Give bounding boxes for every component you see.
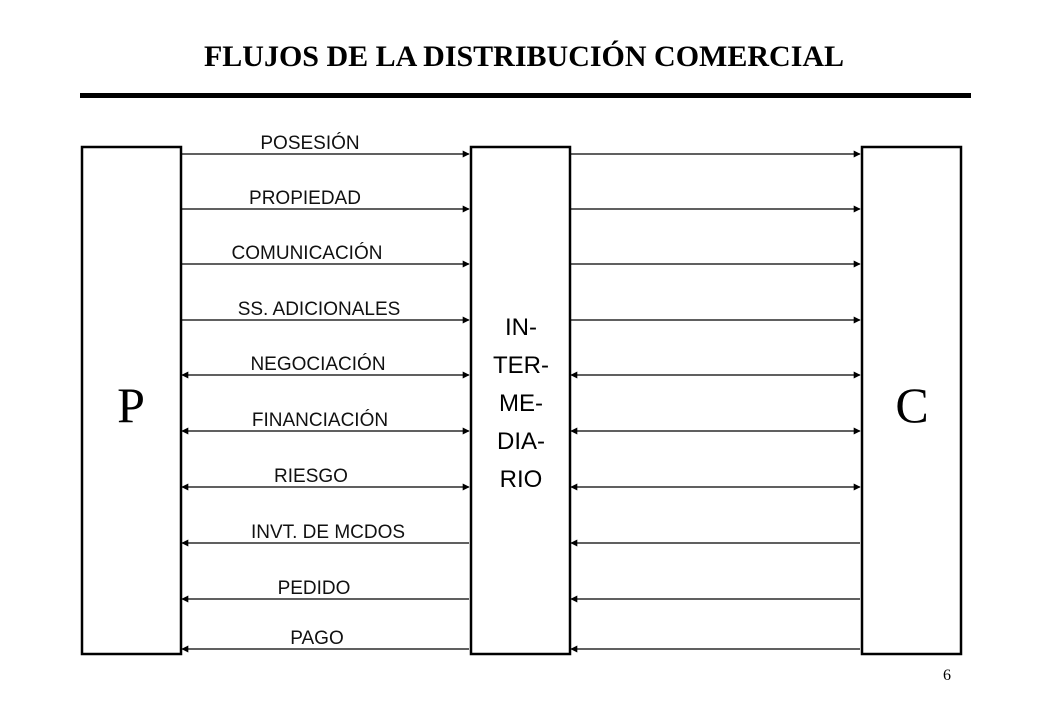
flow-label: NEGOCIACIÓN (250, 354, 386, 375)
intermediary-label-line: IN- (505, 314, 537, 341)
page-number: 6 (943, 667, 951, 684)
flow-label: POSESIÓN (260, 133, 360, 154)
flow-label: PEDIDO (277, 578, 351, 599)
flow-label: PAGO (290, 628, 344, 649)
flow-label: COMUNICACIÓN (231, 243, 383, 264)
intermediary-label-line: RIO (499, 466, 543, 493)
flow-label: PROPIEDAD (249, 188, 361, 209)
intermediary-label-line: ME- (499, 390, 543, 417)
intermediary-label-line: TER- (493, 352, 549, 379)
flow-label: FINANCIACIÓN (251, 410, 389, 431)
title-rule (80, 93, 971, 98)
slide-title: FLUJOS DE LA DISTRIBUCIÓN COMERCIAL (203, 40, 845, 73)
consumer-label: C (895, 377, 929, 433)
flow-label: SS. ADICIONALES (237, 299, 401, 320)
intermediary-label-line: DIA- (497, 428, 545, 455)
producer-label: P (117, 377, 145, 433)
flow-label: RIESGO (274, 466, 348, 487)
flow-label: INVT. DE MCDOS (250, 522, 406, 543)
